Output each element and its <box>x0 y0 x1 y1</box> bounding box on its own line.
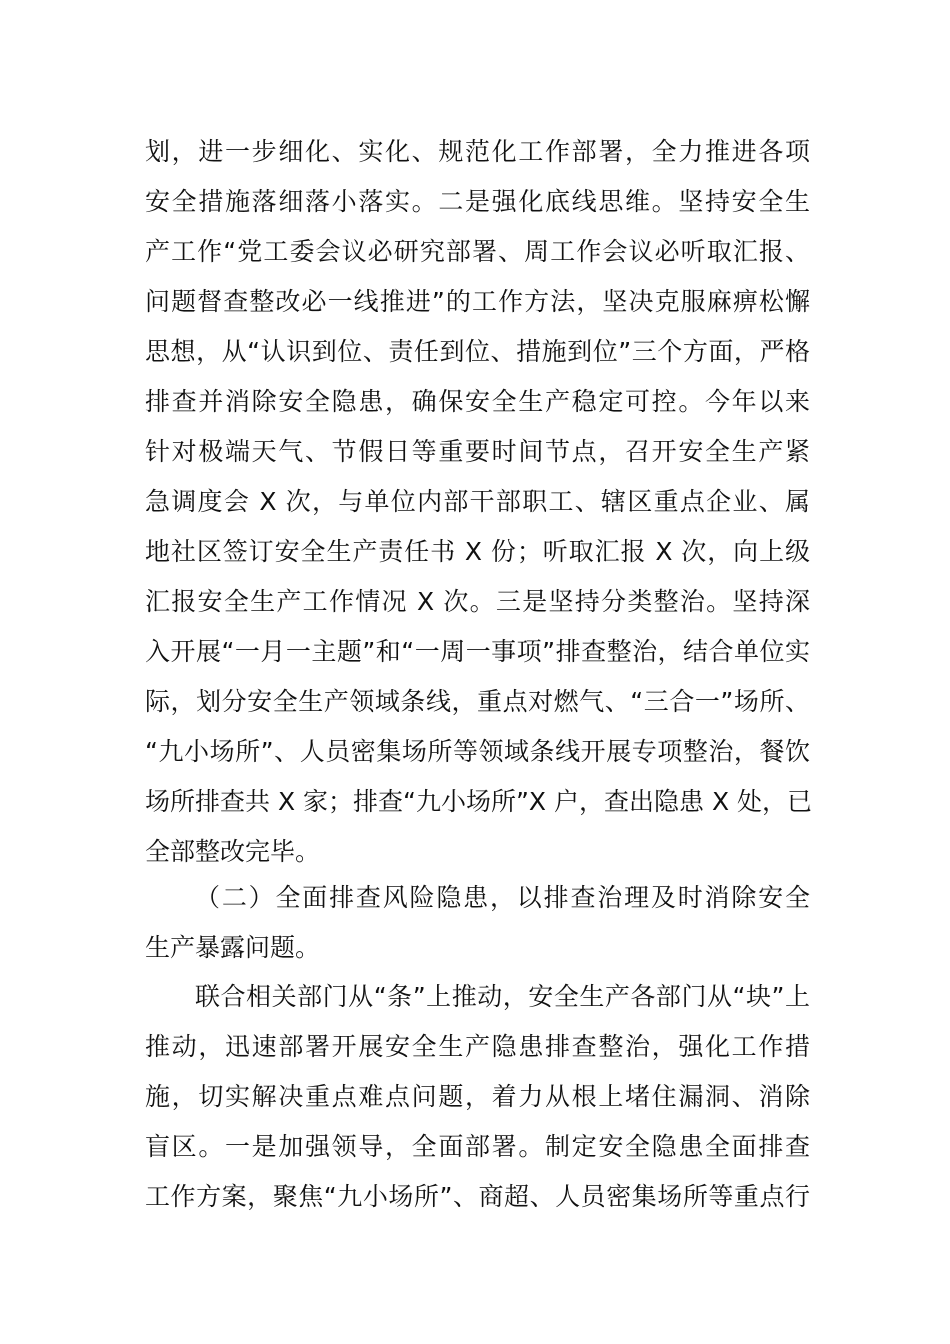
text-line: 际，划分安全生产领域条线，重点对燃气、“三合一”场所、 <box>145 687 810 716</box>
text-line: 地社区签订安全生产责任书 X 份；听取汇报 X 次，向上级 <box>145 537 810 566</box>
section-heading-line: 生产暴露问题。 <box>145 933 321 962</box>
text-line: 问题督查整改必一线推进”的工作方法，坚决克服麻痹松懈 <box>145 287 810 316</box>
body-paragraph-1 <box>145 127 813 877</box>
text-line: 全部整改完毕。 <box>145 837 321 866</box>
text-line: 盲区。一是加强领导，全面部署。制定安全隐患全面排查 <box>145 1132 810 1161</box>
text-line: 排查并消除安全隐患，确保安全生产稳定可控。今年以来 <box>145 387 810 416</box>
text-line: 场所排查共 X 家；排查“九小场所”X 户，查出隐患 X 处，已 <box>145 787 813 816</box>
text-line: 工作方案，聚焦“九小场所”、商超、人员密集场所等重点行 <box>145 1182 810 1211</box>
section-heading-line: （二）全面排查风险隐患，以排查治理及时消除安全 <box>195 883 810 912</box>
text-line: 联合相关部门从“条”上推动，安全生产各部门从“块”上 <box>195 982 810 1011</box>
text-line: 汇报安全生产工作情况 X 次。三是坚持分类整治。坚持深 <box>145 587 810 616</box>
text-line: 安全措施落细落小落实。二是强化底线思维。坚持安全生 <box>145 187 810 216</box>
text-line: 入开展“一月一主题”和“一周一事项”排查整治，结合单位实 <box>145 637 810 666</box>
section-heading-2 <box>145 873 810 973</box>
text-line: 划，进一步细化、实化、规范化工作部署，全力推进各项 <box>145 137 810 166</box>
text-line: 推动，迅速部署开展安全生产隐患排查整治，强化工作措 <box>145 1032 810 1061</box>
text-line: 急调度会 X 次，与单位内部干部职工、辖区重点企业、属 <box>145 487 810 516</box>
text-line: 施，切实解决重点难点问题，着力从根上堵住漏洞、消除 <box>145 1082 810 1111</box>
text-line: 针对极端天气、节假日等重要时间节点，召开安全生产紧 <box>145 437 810 466</box>
text-line: “九小场所”、人员密集场所等领域条线开展专项整治，餐饮 <box>145 737 810 766</box>
text-line: 产工作“党工委会议必研究部署、周工作会议必听取汇报、 <box>145 237 810 266</box>
text-line: 思想，从“认识到位、责任到位、措施到位”三个方面，严格 <box>145 337 810 366</box>
body-paragraph-3 <box>145 972 810 1222</box>
